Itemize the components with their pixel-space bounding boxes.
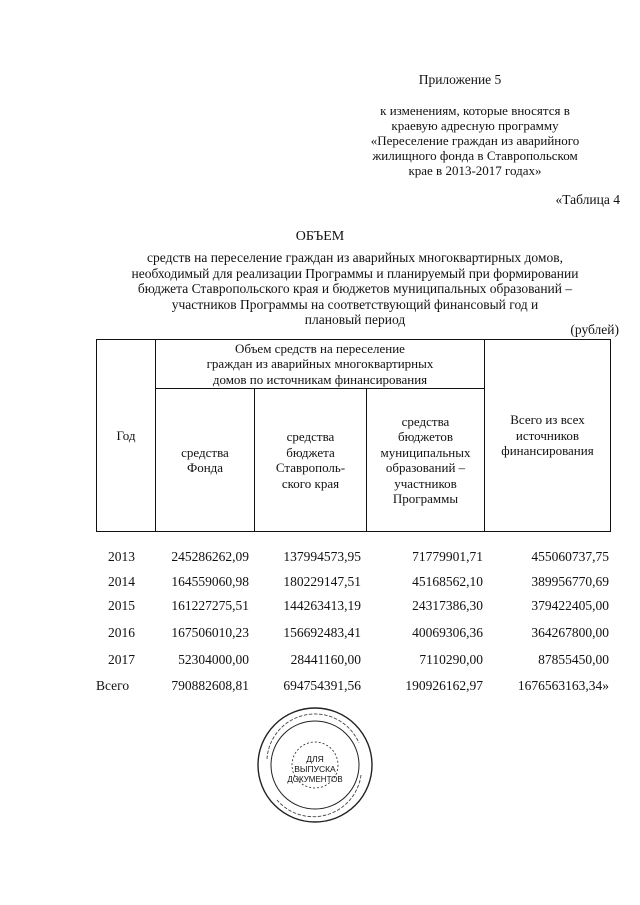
header-krai-line: средства <box>286 429 335 444</box>
header-fund-line: средства <box>181 444 229 460</box>
cell-muni: 190926162,97 <box>405 678 483 693</box>
header-krai-line: Ставрополь- <box>275 460 346 475</box>
table-row-total <box>96 678 616 698</box>
table-row <box>96 652 616 672</box>
header-total-line: финансирования <box>501 443 594 459</box>
header-group-line: домов по источникам финансирования <box>212 371 428 387</box>
subtitle-line: бюджета Ставропольского края и бюджетов муниципальных образований – <box>137 281 573 296</box>
header-total-line: Всего из всех <box>510 412 585 428</box>
table-border-bottom <box>96 531 611 532</box>
header-group <box>156 340 484 388</box>
header-muni-line: участников <box>394 475 457 491</box>
cell-year: Всего <box>96 678 130 693</box>
stamp-line: ДЛЯ <box>306 754 324 764</box>
header-fund-line: Фонда <box>186 460 224 475</box>
cell-total: 1676563163,34» <box>517 678 609 693</box>
appendix-number: Приложение 5 <box>418 72 502 87</box>
cell-muni: 71779901,71 <box>412 549 483 564</box>
units-label: (рублей) <box>570 322 619 337</box>
cell-krai: 694754391,56 <box>283 678 361 693</box>
appendix-caption <box>330 103 620 178</box>
stamp-line: ВЫПУСКА <box>294 764 336 774</box>
header-group-line: граждан из аварийных многоквартирных <box>206 356 434 372</box>
cell-total: 389956770,69 <box>531 574 609 589</box>
header-muni-line: образований – <box>385 460 466 475</box>
cell-fund: 245286262,09 <box>171 549 249 564</box>
table-row <box>96 549 616 569</box>
header-krai-line: ского края <box>281 475 340 491</box>
cell-muni: 40069306,36 <box>412 625 483 640</box>
subtitle-line: средств на переселение граждан из аварийных многоквартирных домов, <box>147 250 563 265</box>
header-krai-line: бюджета <box>286 444 335 460</box>
document-title: ОБЪЕМ <box>295 229 345 244</box>
caption-line: жилищного фонда в Ставропольском <box>372 148 578 163</box>
caption-line: краевую адресную программу <box>391 118 559 133</box>
cell-fund: 167506010,23 <box>171 625 249 640</box>
table-row <box>96 598 616 618</box>
table-row <box>96 625 616 645</box>
cell-year: 2017 <box>108 652 135 667</box>
cell-krai: 156692483,41 <box>283 625 361 640</box>
cell-total: 364267800,00 <box>531 625 609 640</box>
cell-muni: 24317386,30 <box>412 598 483 613</box>
header-muni-line: бюджетов <box>397 429 453 444</box>
caption-line: к изменениям, которые вносятся в <box>380 103 570 118</box>
subtitle-line: необходимый для реализации Программы и планируемый при формировании <box>131 265 579 281</box>
caption-line: «Переселение граждан из аварийного <box>370 133 580 148</box>
table-row <box>96 574 616 594</box>
caption-line: крае в 2013-2017 годах» <box>408 163 542 178</box>
header-total-line: источников <box>515 427 580 443</box>
cell-year: 2014 <box>108 574 135 589</box>
cell-muni: 45168562,10 <box>412 574 483 589</box>
cell-year: 2013 <box>108 549 135 564</box>
document-subtitle <box>100 250 610 328</box>
header-muni-line: средства <box>401 413 450 429</box>
cell-total: 455060737,75 <box>531 549 609 564</box>
cell-krai: 180229147,51 <box>283 574 361 589</box>
cell-total: 379422405,00 <box>531 598 609 613</box>
header-muni-line: Программы <box>392 491 459 506</box>
cell-year: 2015 <box>108 598 135 613</box>
header-total <box>485 340 610 531</box>
cell-year: 2016 <box>108 625 135 640</box>
header-year: Год <box>116 427 136 443</box>
cell-fund: 161227275,51 <box>171 598 249 613</box>
header-krai <box>255 389 366 531</box>
cell-krai: 144263413,19 <box>283 598 361 613</box>
subtitle-line: плановый период <box>304 312 406 327</box>
header-muni <box>367 389 484 531</box>
cell-muni: 7110290,00 <box>419 652 483 667</box>
stamp-line: ДОКУМЕНТОВ <box>287 775 343 784</box>
cell-fund: 164559060,98 <box>171 574 249 589</box>
round-stamp <box>255 705 375 825</box>
cell-krai: 137994573,95 <box>283 549 361 564</box>
header-muni-line: муниципальных <box>380 444 471 460</box>
cell-total: 87855450,00 <box>538 652 609 667</box>
subtitle-line: участников Программы на соответствующий финансовый год и <box>171 296 539 312</box>
table-label: «Таблица 4 <box>555 192 620 207</box>
cell-fund: 790882608,81 <box>171 678 249 693</box>
header-group-line: Объем средств на переселение <box>235 340 405 356</box>
header-fund <box>156 389 254 531</box>
cell-fund: 52304000,00 <box>178 652 249 667</box>
table-border-right <box>610 339 611 532</box>
cell-krai: 28441160,00 <box>290 652 361 667</box>
